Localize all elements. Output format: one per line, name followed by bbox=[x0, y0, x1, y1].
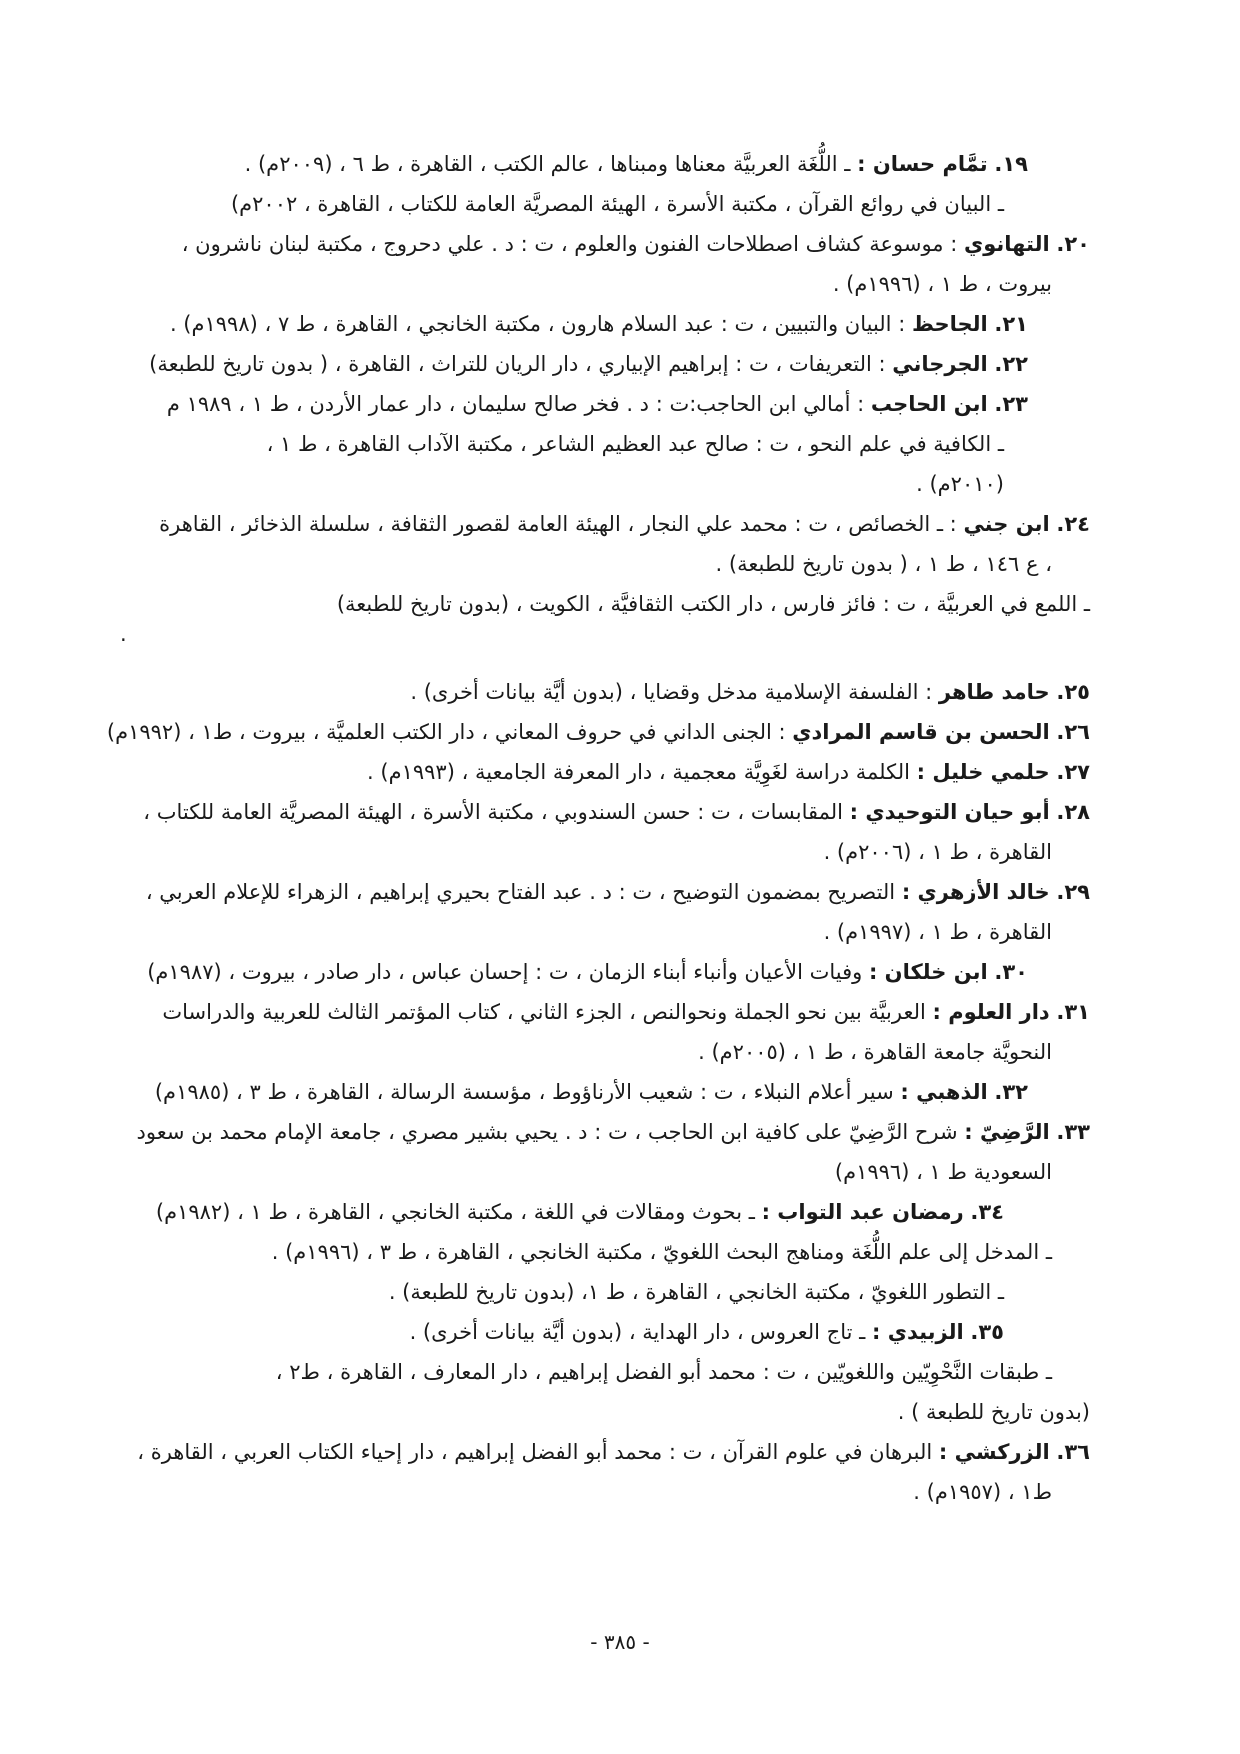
reference-continuation: النحويَّة جامعة القاهرة ، ط ١ ، (٢٠٠٥م) . bbox=[698, 1040, 1052, 1064]
entry-author: الجرجاني bbox=[892, 352, 988, 376]
reference-entry bbox=[120, 144, 1100, 184]
page-number: - ٣٨٥ - bbox=[590, 1630, 650, 1654]
stray-period: . bbox=[120, 622, 127, 646]
entry-author: الحسن بن قاسم المرادي bbox=[792, 720, 1050, 744]
entry-number: ٣٤. bbox=[970, 1200, 1004, 1224]
entry-author: ابن جني bbox=[963, 512, 1050, 536]
entry-text: ـ بحوث ومقالات في اللغة ، مكتبة الخانجي ، القاهرة ، ط ١ ، (١٩٨٢م) bbox=[155, 1200, 762, 1224]
reference-entry bbox=[120, 792, 1100, 832]
reference-continuation: ، ع ١٤٦ ، ط ١ ، ( بدون تاريخ للطبعة) . bbox=[715, 552, 1052, 576]
entry-text: : الفلسفة الإسلامية مدخل وقضايا ، (بدون أيَّة بيانات أخرى) . bbox=[410, 680, 939, 704]
entry-number: ٢٧. bbox=[1056, 760, 1090, 784]
entry-text: وفيات الأعيان وأنباء أبناء الزمان ، ت : إحسان عباس ، دار صادر ، بيروت ، (١٩٨٧م) bbox=[147, 960, 869, 984]
reference-entry bbox=[120, 1192, 1100, 1232]
entry-text: : ـ الخصائص ، ت : محمد علي النجار ، الهيئة العامة لقصور الثقافة ، سلسلة الذخائر ، القاهرة bbox=[159, 512, 964, 536]
entry-author: الذهبي : bbox=[900, 1080, 988, 1104]
reference-entry bbox=[120, 224, 1100, 264]
entry-number: ٢٨. bbox=[1056, 800, 1090, 824]
reference-entry bbox=[120, 752, 1100, 792]
entry-number: ٣٣. bbox=[1056, 1120, 1090, 1144]
reference-continuation: ـ الكافية في علم النحو ، ت : صالح عبد العظيم الشاعر ، مكتبة الآداب القاهرة ، ط ١ ، bbox=[266, 432, 1004, 456]
entry-text: ـ تاج العروس ، دار الهداية ، (بدون أيَّة بيانات أخرى) . bbox=[409, 1320, 872, 1344]
entry-number: ٢٦. bbox=[1056, 720, 1090, 744]
reference-entry bbox=[120, 384, 1100, 424]
entry-number: ٣١. bbox=[1056, 1000, 1090, 1024]
reference-entry bbox=[120, 1072, 1100, 1112]
reference-continuation: ـ اللمع في العربيَّة ، ت : فائز فارس ، دار الكتب الثقافيَّة ، الكويت ، (بدون تاريخ للطبعة) bbox=[336, 592, 1090, 616]
entry-text: العربيَّة بين نحو الجملة ونحوالنص ، الجزء الثاني ، كتاب المؤتمر الثالث للعربية والدراسات bbox=[162, 1000, 933, 1024]
reference-entry bbox=[120, 1112, 1100, 1152]
reference-entry bbox=[120, 872, 1100, 912]
entry-text: ـ اللُّغَة العربيَّة معناها ومبناها ، عالم الكتب ، القاهرة ، ط ٦ ، (٢٠٠٩م) . bbox=[244, 152, 858, 176]
reference-entry bbox=[120, 1312, 1100, 1352]
entry-author: الزبيدي : bbox=[871, 1320, 964, 1344]
reference-continuation: بيروت ، ط ١ ، (١٩٩٦م) . bbox=[832, 272, 1052, 296]
reference-entry bbox=[120, 344, 1100, 384]
entry-text: : البيان والتبيين ، ت : عبد السلام هارون ، مكتبة الخانجي ، القاهرة ، ط ٧ ، (١٩٩٨م) . bbox=[169, 312, 912, 336]
entry-author: تمَّام حسان : bbox=[857, 152, 988, 176]
entry-number: ٢٣. bbox=[994, 392, 1028, 416]
entry-number: ٢١. bbox=[994, 312, 1028, 336]
entry-text: : التعريفات ، ت : إبراهيم الإبياري ، دار الريان للتراث ، القاهرة ، ( بدون تاريخ للطبعة) bbox=[149, 352, 893, 376]
references-list bbox=[106, 144, 1100, 1512]
reference-continuation: ـ طبقات النَّحْوِيّين واللغويّين ، ت : محمد أبو الفضل إبراهيم ، دار المعارف ، القاهرة ، ط٢ ، bbox=[275, 1360, 1052, 1384]
entry-author: ابن خلكان : bbox=[868, 960, 988, 984]
entry-author: حامد طاهر bbox=[938, 680, 1050, 704]
entry-text: المقابسات ، ت : حسن السندوبي ، مكتبة الأسرة ، الهيئة المصريَّة العامة للكتاب ، bbox=[143, 800, 850, 824]
entry-number: ٣٠. bbox=[994, 960, 1028, 984]
entry-number: ٢٩. bbox=[1056, 880, 1090, 904]
entry-number: ٣٢. bbox=[994, 1080, 1028, 1104]
entry-number: ٢٤. bbox=[1056, 512, 1090, 536]
reference-continuation: السعودية ط ١ ، (١٩٩٦م) bbox=[834, 1160, 1052, 1184]
entry-text: الكلمة دراسة لغَوِيَّة معجمية ، دار المعرفة الجامعية ، (١٩٩٣م) . bbox=[367, 760, 917, 784]
entry-number: ٣٥. bbox=[970, 1320, 1004, 1344]
entry-number: ٢٠. bbox=[1056, 232, 1090, 256]
reference-continuation: ـ البيان في روائع القرآن ، مكتبة الأسرة ، الهيئة المصريَّة العامة للكتاب ، القاهرة ، ٢٠٠٢م) bbox=[230, 192, 1004, 216]
entry-author: خالد الأزهري : bbox=[901, 880, 1050, 904]
reference-continuation: القاهرة ، ط ١ ، (٢٠٠٦م) . bbox=[823, 840, 1052, 864]
entry-author: حلمي خليل : bbox=[916, 760, 1050, 784]
reference-entry bbox=[106, 712, 1100, 752]
entry-text: : أمالي ابن الحاجب:ت : د . فخر صالح سليمان ، دار عمار الأردن ، ط ١ ، ١٩٨٩ م bbox=[166, 392, 871, 416]
entry-author: الزركشي : bbox=[938, 1440, 1050, 1464]
entry-author: رمضان عبد التواب : bbox=[761, 1200, 964, 1224]
entry-author: التهانوي bbox=[963, 232, 1050, 256]
reference-entry bbox=[120, 952, 1100, 992]
reference-continuation: (بدون تاريخ للطبعة ) . bbox=[897, 1400, 1090, 1424]
entry-author: أبو حيان التوحيدي : bbox=[849, 800, 1050, 824]
entry-author: دار العلوم : bbox=[932, 1000, 1050, 1024]
entry-author: الرَّضِيّ : bbox=[964, 1120, 1050, 1144]
entry-text: البرهان في علوم القرآن ، ت : محمد أبو الفضل إبراهيم ، دار إحياء الكتاب العربي ، القاهرة ، bbox=[137, 1440, 939, 1464]
reference-continuation: ـ المدخل إلى علم اللُّغَة ومناهج البحث اللغويّ ، مكتبة الخانجي ، القاهرة ، ط ٣ ، (١٩٩٦م) . bbox=[271, 1240, 1052, 1264]
reference-continuation: ـ التطور اللغويّ ، مكتبة الخانجي ، القاهرة ، ط ١، (بدون تاريخ للطبعة) . bbox=[388, 1280, 1004, 1304]
reference-entry bbox=[120, 672, 1100, 712]
entry-text: : موسوعة كشاف اصطلاحات الفنون والعلوم ، ت : د . علي دحروج ، مكتبة لبنان ناشرون ، bbox=[181, 232, 964, 256]
reference-entry bbox=[120, 992, 1100, 1032]
entry-text: : الجنى الداني في حروف المعاني ، دار الكتب العلميَّة ، بيروت ، ط١ ، (١٩٩٢م) bbox=[106, 720, 793, 744]
reference-continuation: القاهرة ، ط ١ ، (١٩٩٧م) . bbox=[823, 920, 1052, 944]
entry-number: ٣٦. bbox=[1056, 1440, 1090, 1464]
reference-continuation: (٢٠١٠م) . bbox=[916, 472, 1004, 496]
entry-number: ١٩. bbox=[994, 152, 1028, 176]
entry-text: التصريح بمضمون التوضيح ، ت : د . عبد الفتاح بحيري إبراهيم ، الزهراء للإعلام العربي ، bbox=[145, 880, 902, 904]
entry-number: ٢٥. bbox=[1056, 680, 1090, 704]
entry-author: الجاحظ bbox=[911, 312, 988, 336]
entry-number: ٢٢. bbox=[994, 352, 1028, 376]
entry-author: ابن الحاجب bbox=[870, 392, 988, 416]
reference-entry bbox=[120, 304, 1100, 344]
entry-text: سير أعلام النبلاء ، ت : شعيب الأرناؤوط ، مؤسسة الرسالة ، القاهرة ، ط ٣ ، (١٩٨٥م) bbox=[154, 1080, 901, 1104]
reference-continuation: ط١ ، (١٩٥٧م) . bbox=[913, 1480, 1052, 1504]
entry-text: شرح الرَّضِيّ على كافية ابن الحاجب ، ت : د . يحيي بشير مصري ، جامعة الإمام محمد بن سعود bbox=[136, 1120, 965, 1144]
reference-entry bbox=[120, 1432, 1100, 1472]
reference-entry bbox=[120, 504, 1100, 544]
